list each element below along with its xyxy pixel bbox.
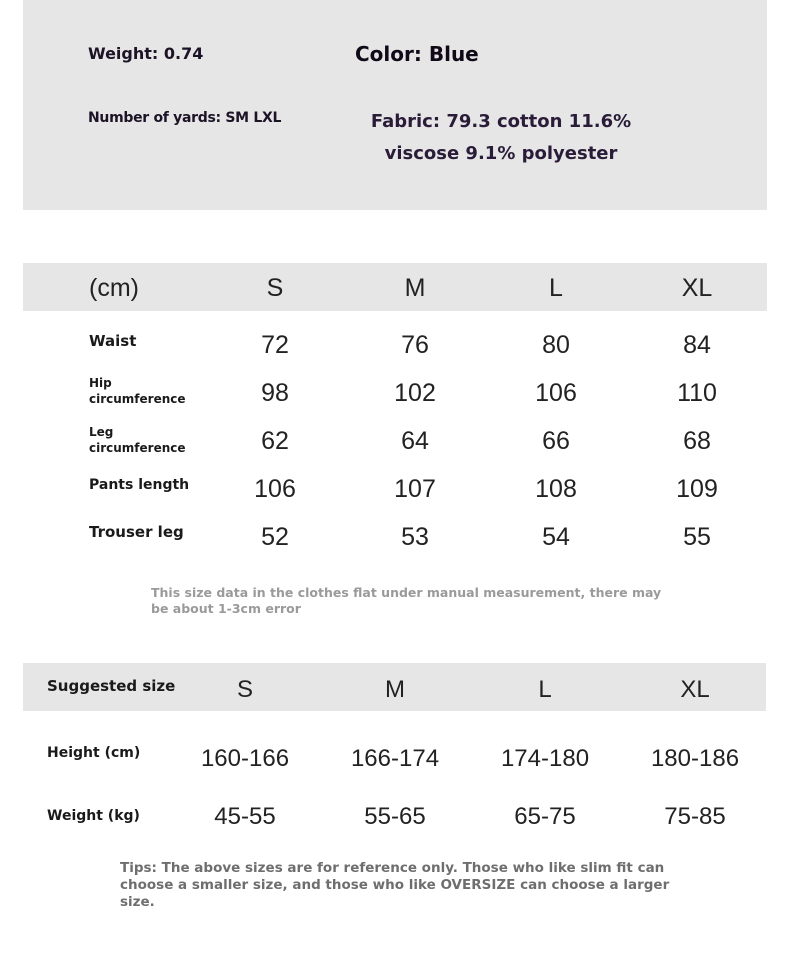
row-label-waist: Waist xyxy=(89,332,137,350)
row-label-trouser-leg: Trouser leg xyxy=(89,523,184,541)
cell-value: 106 xyxy=(254,475,296,503)
suggest-header-m: M xyxy=(385,676,405,703)
row-label-height: Height (cm) xyxy=(47,745,141,761)
row-label-weight: Weight (kg) xyxy=(47,808,140,824)
cell-value: 68 xyxy=(683,427,711,455)
size-header-s: S xyxy=(266,274,284,302)
size-header-l: L xyxy=(549,274,563,302)
cell-value: 166-174 xyxy=(350,745,440,772)
cell-value: 76 xyxy=(401,331,429,359)
size-header-xl: XL xyxy=(681,274,713,302)
suggested-size-header: Suggested size xyxy=(47,677,176,695)
cell-value: 80 xyxy=(542,331,570,359)
row-label-line: circumference xyxy=(89,441,186,455)
cell-value: 174-180 xyxy=(500,745,590,772)
cell-value: 45-55 xyxy=(214,803,276,830)
cell-value: 110 xyxy=(677,379,717,407)
row-label-line: Hip xyxy=(89,376,112,390)
cell-value: 52 xyxy=(261,523,289,551)
row-label-line: Leg xyxy=(89,425,114,439)
row-label-pants-length: Pants length xyxy=(89,477,190,493)
cell-value: 107 xyxy=(394,475,436,503)
cell-value: 106 xyxy=(535,379,577,407)
color-text: Color: Blue xyxy=(355,42,479,66)
cell-value: 64 xyxy=(401,427,429,455)
cell-value: 180-186 xyxy=(650,745,740,772)
cell-value: 62 xyxy=(261,427,289,455)
weight-text: Weight: 0.74 xyxy=(88,44,204,63)
unit-header: (cm) xyxy=(89,274,139,302)
cell-value: 54 xyxy=(542,523,570,551)
suggest-header-s: S xyxy=(236,676,254,703)
cell-value: 108 xyxy=(535,475,577,503)
row-label-leg xyxy=(89,424,186,456)
cell-value: 160-166 xyxy=(200,745,290,772)
tips-text: Tips: The above sizes are for reference only. Those who like slim fit can choose a smaller size, and those who like OVERSIZE can choose a larger size. xyxy=(120,860,670,910)
product-info-panel xyxy=(23,0,767,210)
cell-value: 102 xyxy=(394,379,436,407)
cell-value: 65-75 xyxy=(514,803,576,830)
row-label-hip xyxy=(89,375,186,407)
cell-value: 109 xyxy=(676,475,718,503)
cell-value: 72 xyxy=(261,331,289,359)
cell-value: 66 xyxy=(542,427,570,455)
size-header-m: M xyxy=(404,274,426,302)
cell-value: 98 xyxy=(261,379,289,407)
cell-value: 53 xyxy=(401,523,429,551)
suggest-header-xl: XL xyxy=(680,676,710,703)
cell-value: 84 xyxy=(683,331,711,359)
suggest-header-l: L xyxy=(538,676,552,703)
cell-value: 55-65 xyxy=(364,803,426,830)
yards-text: Number of yards: SM LXL xyxy=(88,110,282,126)
measurement-note: This size data in the clothes flat under manual measurement, there may be about 1-3cm error xyxy=(151,585,662,616)
row-label-line: circumference xyxy=(89,392,186,406)
fabric-text: Fabric: 79.3 cotton 11.6% viscose 9.1% polyester xyxy=(370,111,632,164)
cell-value: 55 xyxy=(683,523,711,551)
cell-value: 75-85 xyxy=(664,803,726,830)
